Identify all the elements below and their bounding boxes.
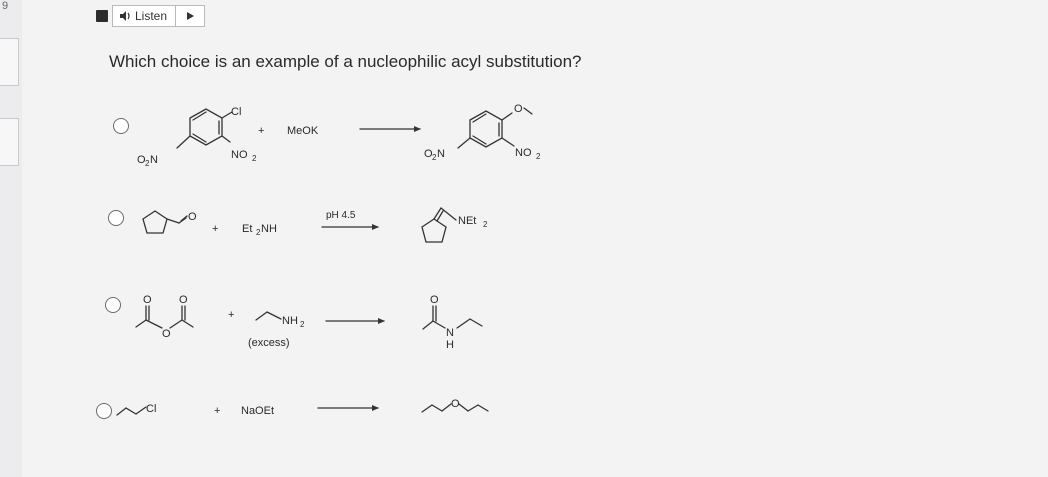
choice-1-plus: + xyxy=(258,125,265,137)
choice-1-product-label: O xyxy=(424,148,433,160)
choice-2-plus: + xyxy=(212,223,219,235)
choice-1-product-label: N xyxy=(437,148,445,160)
choice-1-reactant-label: 2 xyxy=(145,159,150,168)
choice-4-reactant xyxy=(117,407,146,415)
choice-2-reactant-label: O xyxy=(188,211,197,223)
choice-1-product-label: 2 xyxy=(432,153,437,162)
choice-2-reagent: Et xyxy=(242,223,253,235)
choice-1-reactant-label: O xyxy=(137,154,146,166)
choice-2-condition: pH 4.5 xyxy=(326,210,356,221)
choice-2-reactant xyxy=(143,211,187,233)
choice-3-reagent-note: (excess) xyxy=(248,337,290,349)
choice-3-reagent-subscript: 2 xyxy=(300,320,305,329)
choice-3-product-label: H xyxy=(446,339,454,351)
choice-3-product-label: N xyxy=(446,327,454,339)
choice-4-product-label: O xyxy=(451,398,460,410)
choice-2-reagent-subscript: 2 xyxy=(256,228,261,237)
choice-4-reactant-label: Cl xyxy=(146,403,157,415)
choice-3-reactant-label: O xyxy=(162,328,171,340)
choice-3-reactant xyxy=(136,306,193,328)
choice-3-reactant-label: O xyxy=(179,294,188,306)
choice-1-reactant xyxy=(177,109,232,148)
choice-2-product-label: 2 xyxy=(483,220,488,229)
choice-1-reactant-label: N xyxy=(150,154,158,166)
choice-3-reagent: NH xyxy=(282,315,298,327)
choice-4-plus: + xyxy=(214,405,221,417)
choice-1-reactant-label: Cl xyxy=(231,106,242,118)
choice-1-product-label: NO xyxy=(515,147,532,159)
edge-glyph: 9 xyxy=(2,0,9,12)
choice-3-product-label: O xyxy=(430,294,439,306)
choice-1-product-label: O xyxy=(514,103,523,115)
choice-4-reagent: NaOEt xyxy=(241,405,275,417)
choice-1-reactant-label: NO xyxy=(231,149,248,161)
choice-2-product xyxy=(422,208,456,242)
choice-3-reagent xyxy=(256,312,281,320)
choice-1-reagent: MeOK xyxy=(287,125,319,137)
choice-3-plus: + xyxy=(228,309,235,321)
question-text: Which choice is an example of a nucleophilic acyl substitution? xyxy=(109,52,582,71)
choice-2-product-label: NEt xyxy=(458,215,477,227)
choice-2-reagent-tail: NH xyxy=(261,223,277,235)
choice-3-reactant-label: O xyxy=(143,294,152,306)
listen-label: Listen xyxy=(135,9,168,23)
choice-3-product xyxy=(423,306,482,329)
choice-1-product-label: 2 xyxy=(536,152,541,161)
choice-1-reactant-label: 2 xyxy=(252,154,257,163)
